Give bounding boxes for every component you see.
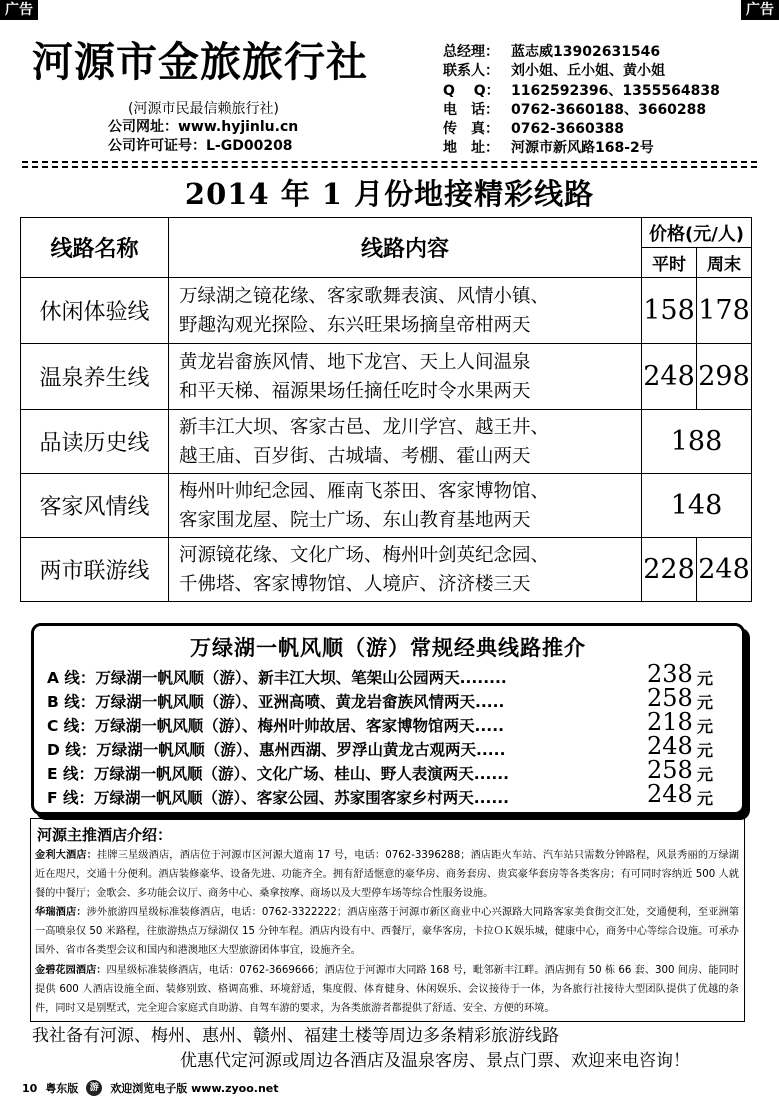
route-name: 休闲体验线 xyxy=(21,278,169,344)
ad-tag-left: 广告 xyxy=(0,0,38,20)
weekend-price: 298 xyxy=(697,344,752,410)
contact-list xyxy=(443,43,720,159)
page-title: 2014 年 1 月份地接精彩线路 xyxy=(184,177,595,211)
header-weekday: 平时 xyxy=(642,248,697,278)
route-content xyxy=(169,474,642,538)
price-unit: 元 xyxy=(697,669,714,688)
route-price: 188 xyxy=(642,410,752,474)
hotel-name: 金利大酒店： xyxy=(35,850,97,861)
hotel-description: 四星级标准装修酒店，电话：0762-3669666；酒店位于河源市大同路 168 号，毗邻新丰江畔。酒店拥有 50 栋 66 套、300 间房、能同时提供 600 人酒店设施全面、装修别致、格调高雅、环境舒适，集度假、体育健身、休闲娱乐、会议接待于一体，为各旅行社接待大型团队提供了优越的条件，同时又是别墅式，完全迎合家庭式自助游、自驾车游的要求，为各类旅游者都提供了舒适、安全、方便的环境。 xyxy=(35,964,740,1014)
route-content-line: 越王庙、百岁街、古城墙、考棚、霍山两天 xyxy=(179,445,531,467)
route-content-line: 和平天梯、福源果场任摘任吃时令水果两天 xyxy=(179,380,531,402)
agency-name: 河源市金旅旅行社 xyxy=(32,38,368,86)
ad-tag-right: 广告 xyxy=(741,0,779,20)
edition-label: 粤东版 xyxy=(45,1082,79,1095)
footer-link[interactable]: 欢迎浏览电子版 www.zyoo.net xyxy=(110,1082,279,1095)
route-content-line: 新丰江大坝、客家古邑、龙川学宫、越王井、 xyxy=(179,416,550,438)
classic-route-price: 218 xyxy=(647,708,693,736)
logo-icon: 游 xyxy=(86,1080,102,1096)
contact-row xyxy=(443,82,720,101)
contact-value: 刘小姐、丘小姐、黄小姐 xyxy=(511,63,665,80)
contact-row xyxy=(443,62,720,81)
classic-route-text: B 线：万绿湖一帆风顺（游）、亚洲高喷、黄龙岩畲族风情两天..... xyxy=(47,693,505,711)
classic-route-text: C 线：万绿湖一帆风顺（游）、梅州叶帅故居、客家博物馆两天..... xyxy=(47,717,504,735)
route-content xyxy=(169,278,642,344)
table-row xyxy=(21,538,752,602)
table-row xyxy=(21,344,752,410)
route-content-line: 万绿湖之镜花缘、客家歌舞表演、风情小镇、 xyxy=(179,285,550,307)
table-row xyxy=(21,410,752,474)
contact-value: 0762-3660388 xyxy=(511,121,624,138)
routes-table xyxy=(20,217,752,602)
contact-label: 地 址： xyxy=(443,140,499,157)
hotel-entry xyxy=(35,846,739,903)
page-number: 10 xyxy=(22,1081,38,1095)
hotel-entry xyxy=(35,903,739,960)
route-content-line: 客家围龙屋、院士广场、东山教育基地两天 xyxy=(179,509,531,531)
price-unit: 元 xyxy=(697,741,714,760)
hotel-list xyxy=(35,846,739,1018)
route-content xyxy=(169,344,642,410)
price-unit: 元 xyxy=(697,693,714,712)
hotel-entry xyxy=(35,961,739,1018)
classic-route-line xyxy=(47,684,727,712)
contact-value: 1162592396、1355564838 xyxy=(511,82,720,99)
price-unit: 元 xyxy=(697,789,714,808)
contact-value: 蓝志威13902631546 xyxy=(511,44,661,60)
classic-route-price: 258 xyxy=(647,684,693,712)
header-route-content: 线路内容 xyxy=(169,218,642,278)
route-price: 148 xyxy=(642,474,752,538)
hotel-description: 涉外旅游四星级标准装修酒店，电话：0762-3322222；酒店座落于河源市新区商业中心兴源路大同路客家美食街交汇处，交通便利，至亚洲第一高喷泉仅 50 米路程，往旅游热点万绿湖仅 15 分钟车程。酒店内设有中、西餐厅，豪华客房，卡拉ＯＫ娱乐城，健康中心，商务中心等综合设施。可承办国外、省市各类型会议和国内和港澳地区大型旅游团体事宜，设施齐全。 xyxy=(35,907,740,957)
route-content-line: 黄龙岩畲族风情、地下龙宫、天上人间温泉 xyxy=(179,351,531,373)
weekend-price: 248 xyxy=(697,538,752,602)
contact-row xyxy=(443,43,720,62)
classic-route-line xyxy=(47,708,727,736)
contact-value: 河源市新风路168-2号 xyxy=(511,140,654,157)
contact-value: 0762-3660188、3660288 xyxy=(511,101,707,118)
header-weekend: 周末 xyxy=(697,248,752,278)
promo-line: 优惠代定河源或周边各酒店及温泉客房、景点门票、欢迎来电咨询！ xyxy=(180,1051,690,1071)
route-name: 两市联游线 xyxy=(21,538,169,602)
hotel-description: 挂牌三星级酒店，酒店位于河源市区河源大道南 17 号，电话：0762-3396288；酒店距火车站、汽车站只需数分钟路程，风景秀丽的万绿湖近在咫尺，交通十分便利。酒店装修豪华、设备先进、功能齐全。拥有舒适惬意的豪华房、商务套房、贵宾豪华套房等各类客房；有可同时容纳近 500 人就餐的中餐厅；金歌会、多功能会议厅、商务中心、桑拿按摩、商场以及大型停车场等综合性服务设施。 xyxy=(35,850,739,900)
weekday-price: 248 xyxy=(642,344,697,410)
classic-routes-panel xyxy=(31,623,745,815)
route-content-line: 千佛塔、客家博物馆、人境庐、济济楼三天 xyxy=(179,573,531,595)
license-number: 公司许可证号：L-GD00208 xyxy=(108,138,293,154)
weekend-price: 178 xyxy=(697,278,752,344)
classic-route-text: E 线：万绿湖一帆风顺（游）、文化广场、桂山、野人表演两天...... xyxy=(47,765,510,783)
contact-row xyxy=(443,120,720,139)
route-name: 温泉养生线 xyxy=(21,344,169,410)
hotel-panel xyxy=(30,818,745,1022)
classic-route-price: 248 xyxy=(647,732,693,760)
hotel-name: 金碧花园酒店： xyxy=(35,964,107,976)
classic-route-price: 258 xyxy=(647,756,693,784)
contact-label: 总经理： xyxy=(443,44,499,60)
classic-route-text: D 线：万绿湖一帆风顺（游）、惠州西湖、罗浮山黄龙古观两天..... xyxy=(47,741,506,759)
classic-route-text: F 线：万绿湖一帆风顺（游）、客家公园、苏家围客家乡村两天...... xyxy=(47,789,510,807)
website-link[interactable]: 公司网址：www.hyjinlu.cn xyxy=(108,119,299,135)
route-content xyxy=(169,410,642,474)
weekday-price: 158 xyxy=(642,278,697,344)
classic-route-line xyxy=(47,780,727,808)
classic-route-text: A 线：万绿湖一帆风顺（游）、新丰江大坝、笔架山公园两天........ xyxy=(47,669,507,687)
contact-label: 电 话： xyxy=(443,101,499,118)
agency-subtitle: (河源市民最信赖旅行社) xyxy=(128,101,279,117)
agency-info xyxy=(108,118,298,156)
table-row xyxy=(21,278,752,344)
table-row xyxy=(21,474,752,538)
classic-route-line xyxy=(47,660,727,688)
route-name: 客家风情线 xyxy=(21,474,169,538)
route-content-line: 河源镜花缘、文化广场、梅州叶剑英纪念园、 xyxy=(179,544,550,566)
classic-routes-title: 万绿湖一帆风顺（游）常规经典线路推介 xyxy=(190,635,586,660)
classic-route-price: 248 xyxy=(647,780,693,808)
contact-label: Q Q： xyxy=(443,82,500,99)
divider xyxy=(22,161,757,163)
page-footer xyxy=(22,1080,279,1096)
header-route-name: 线路名称 xyxy=(21,218,169,278)
classic-route-line xyxy=(47,756,727,784)
classic-route-line xyxy=(47,732,727,760)
route-content-line: 野趣沟观光探险、东兴旺果场摘皇帝柑两天 xyxy=(179,314,531,336)
divider xyxy=(22,166,757,168)
weekday-price: 228 xyxy=(642,538,697,602)
classic-route-price: 238 xyxy=(647,660,693,688)
hotel-panel-title: 河源主推酒店介绍： xyxy=(37,826,173,844)
contact-row xyxy=(443,101,720,120)
route-name: 品读历史线 xyxy=(21,410,169,474)
route-content xyxy=(169,538,642,602)
contact-label: 传 真： xyxy=(443,121,499,138)
price-unit: 元 xyxy=(697,717,714,736)
table-header-row xyxy=(21,218,752,248)
contact-label: 联系人： xyxy=(443,63,499,80)
hotel-name: 华瑞酒店： xyxy=(35,907,87,919)
contact-row xyxy=(443,139,720,158)
header-price: 价格(元/人) xyxy=(642,218,752,248)
promo-line: 我社备有河源、梅州、惠州、赣州、福建土楼等周边多条精彩旅游线路 xyxy=(32,1026,559,1046)
price-unit: 元 xyxy=(697,765,714,784)
route-content-line: 梅州叶帅纪念园、雁南飞茶田、客家博物馆、 xyxy=(179,480,550,502)
